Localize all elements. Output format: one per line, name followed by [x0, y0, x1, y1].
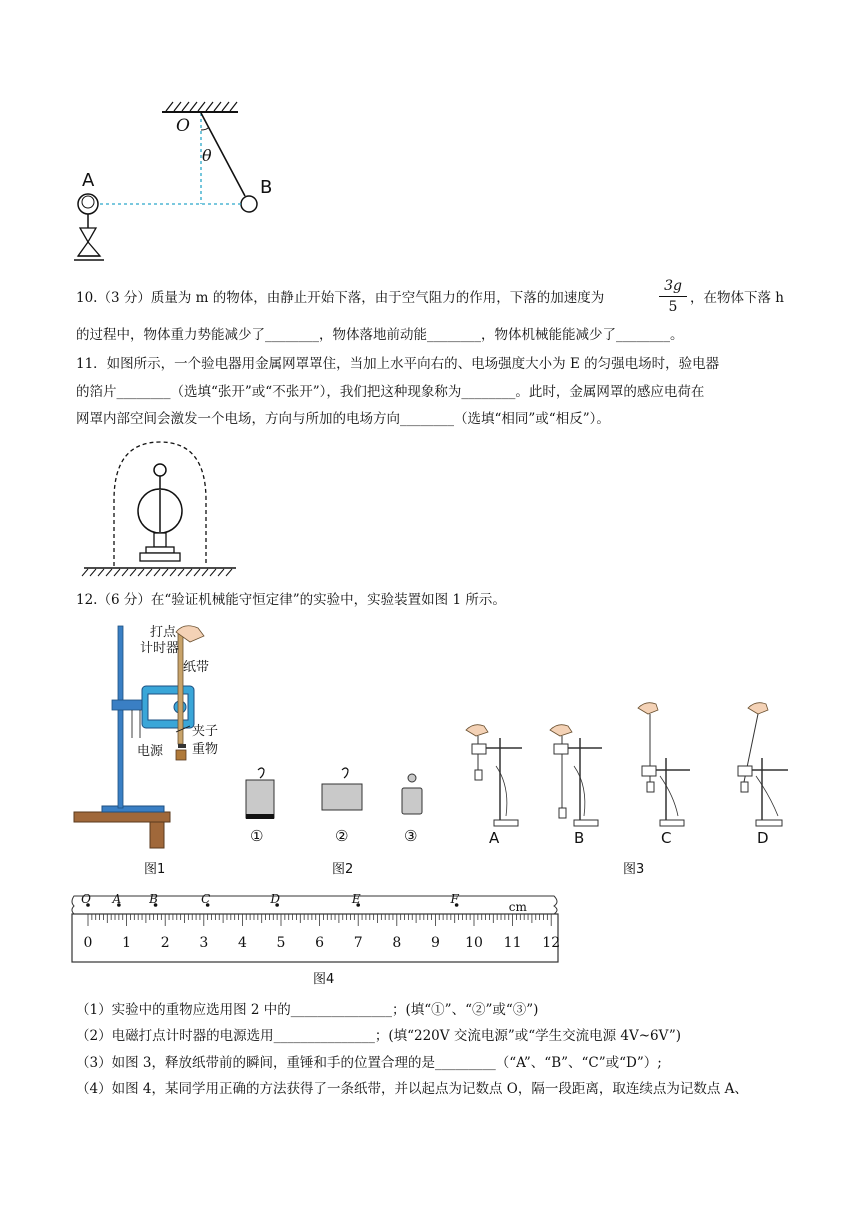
label-tape: 纸带: [183, 660, 210, 675]
q12-intro: 12.（6 分）在“验证机械能守恒定律”的实验中，实验装置如图 1 所示。: [76, 592, 506, 608]
ruler-unit: cm: [508, 900, 527, 914]
label-clip: 夹子: [192, 724, 219, 739]
label-weight: 重物: [192, 742, 219, 757]
fraction-denominator: 5: [668, 299, 678, 315]
q12-sub1: （1）实验中的重物应选用图 2 中的_______________；(填“①”、“②”或“③”): [76, 1002, 539, 1018]
ruler-tick-label: 9: [430, 935, 440, 951]
q11-line1: 11．如图所示，一个验电器用金属网罩罩住，当加上水平向右的、电场强度大小为 E 的匀强电场时，验电器: [76, 356, 720, 372]
fig2-option-3: ③: [404, 827, 418, 845]
label-power: 电源: [137, 744, 164, 759]
q12-sub4: （4）如图 4，某同学用正确的方法获得了一条纸带，并以起点为记数点 O，隔一段距离，取连续点为记数点 A、: [76, 1081, 748, 1097]
ruler-tick-label: 7: [353, 935, 363, 951]
q10-line1-post: ，在物体下落 h: [690, 290, 784, 306]
q10-line2: 的过程中，物体重力势能减少了________，物体落地前动能________，物体机械能能减少了________。: [76, 327, 684, 343]
fig3-setup-c: [638, 703, 690, 826]
tape-point-label-f: F: [450, 892, 459, 906]
label-a: A: [82, 170, 95, 191]
ruler-tick-label: 10: [465, 935, 483, 951]
label-timer2: 计时器: [140, 641, 180, 656]
ruler-tick-label: 5: [276, 935, 286, 951]
fig3-option-d: D: [757, 829, 769, 847]
tape-point-label-b: B: [149, 892, 158, 906]
fig3-setup-d: [738, 703, 788, 826]
electroscope-figure: [80, 430, 240, 580]
tape-point-label-c: C: [201, 892, 211, 906]
tape-point-label-a: A: [112, 892, 122, 906]
q11-line2: 的箔片________（选填“张开”或“不张开”），我们把这种现象称为________。此时，金属网罩的感应电荷在: [76, 384, 705, 400]
fig3-option-a: A: [489, 829, 500, 847]
fig3-setup-b: [550, 725, 602, 826]
caption-fig4: 图4: [313, 972, 335, 987]
label-o: O: [176, 116, 190, 136]
caption-fig1: 图1: [144, 862, 166, 877]
q10-fraction: [659, 276, 687, 317]
fig2-option-1: ①: [250, 827, 264, 845]
caption-fig2: 图2: [332, 862, 354, 877]
q10-line1-pre: 10.（3 分）质量为 m 的物体，由静止开始下落，由于空气阻力的作用，下落的加速度为: [76, 290, 605, 306]
ruler-tick-label: 0: [83, 935, 93, 951]
label-timer: 打点: [150, 625, 177, 640]
ruler-tick-label: 11: [503, 935, 522, 951]
fig3-option-b: B: [574, 829, 585, 847]
tape-point-label-o: O: [81, 892, 91, 906]
fig2-option-2: ②: [335, 827, 349, 845]
fig3-setup-a: [466, 725, 522, 826]
ruler-tick-label: 1: [122, 935, 132, 951]
ruler-tick-label: 4: [237, 935, 247, 951]
ruler-tick-label: 12: [542, 935, 561, 951]
ruler-tick-label: 3: [199, 935, 209, 951]
ruler-tick-label: 8: [392, 935, 402, 951]
ball-b: [241, 196, 257, 212]
fraction-numerator: 3g: [659, 276, 687, 297]
q12-sub2: （2）电磁打点计时器的电源选用_______________；(填“220V 交流电源”或“学生交流电源 4V~6V”): [76, 1028, 682, 1044]
ruler-tick-label: 6: [315, 935, 325, 951]
tape-point-label-e: E: [351, 892, 361, 906]
q12-sub3: （3）如图 3，释放纸带前的瞬间，重锤和手的位置合理的是_________（“A”、“B”、“C”或“D”）;: [76, 1055, 662, 1071]
fig4-ruler: [70, 892, 562, 966]
label-theta: θ: [202, 146, 212, 165]
paper-tape: [72, 896, 557, 914]
fig3-setups: [460, 696, 800, 830]
q11-line3: 网罩内部空间会激发一个电场，方向与所加的电场方向________（选填“相同”或“相反”）。: [76, 411, 610, 427]
label-b: B: [260, 177, 273, 198]
fig3-option-c: C: [661, 829, 672, 847]
tape-point-label-d: D: [270, 892, 280, 906]
caption-fig3: 图3: [623, 862, 645, 877]
fig2-weights: [236, 766, 436, 826]
ruler-tick-label: 2: [160, 935, 170, 951]
